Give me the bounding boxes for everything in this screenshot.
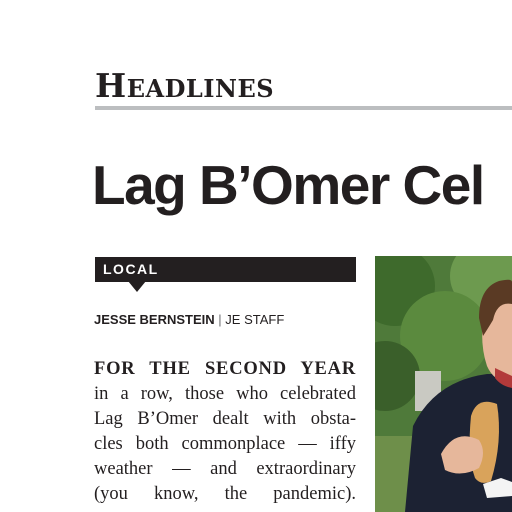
category-tag-label: LOCAL bbox=[103, 261, 159, 277]
article-line: in a row, those who celebrated bbox=[94, 384, 356, 404]
category-tag bbox=[95, 257, 356, 282]
section-divider bbox=[95, 106, 512, 110]
byline bbox=[94, 312, 284, 327]
article-lead-in: FOR THE SECOND YEAR bbox=[94, 359, 356, 379]
byline-author: JESSE BERNSTEIN bbox=[94, 312, 215, 327]
byline-role: JE STAFF bbox=[225, 312, 285, 327]
article-photo bbox=[375, 256, 512, 512]
article-line: cles both commonplace — iffy bbox=[94, 434, 356, 454]
article-line: weather — and extraordinary bbox=[94, 459, 356, 479]
section-title-initial: H bbox=[95, 66, 127, 105]
byline-separator: | bbox=[218, 312, 222, 327]
article-body bbox=[94, 357, 356, 507]
article-line: Lag B’Omer dealt with obsta- bbox=[94, 409, 356, 429]
article-line: (you know, the pandemic). bbox=[94, 484, 356, 504]
section-header bbox=[95, 66, 274, 105]
article-headline: Lag B’Omer Cel bbox=[92, 154, 484, 216]
section-title-rest: EADLINES bbox=[126, 74, 275, 103]
category-tag-pointer bbox=[128, 281, 146, 292]
